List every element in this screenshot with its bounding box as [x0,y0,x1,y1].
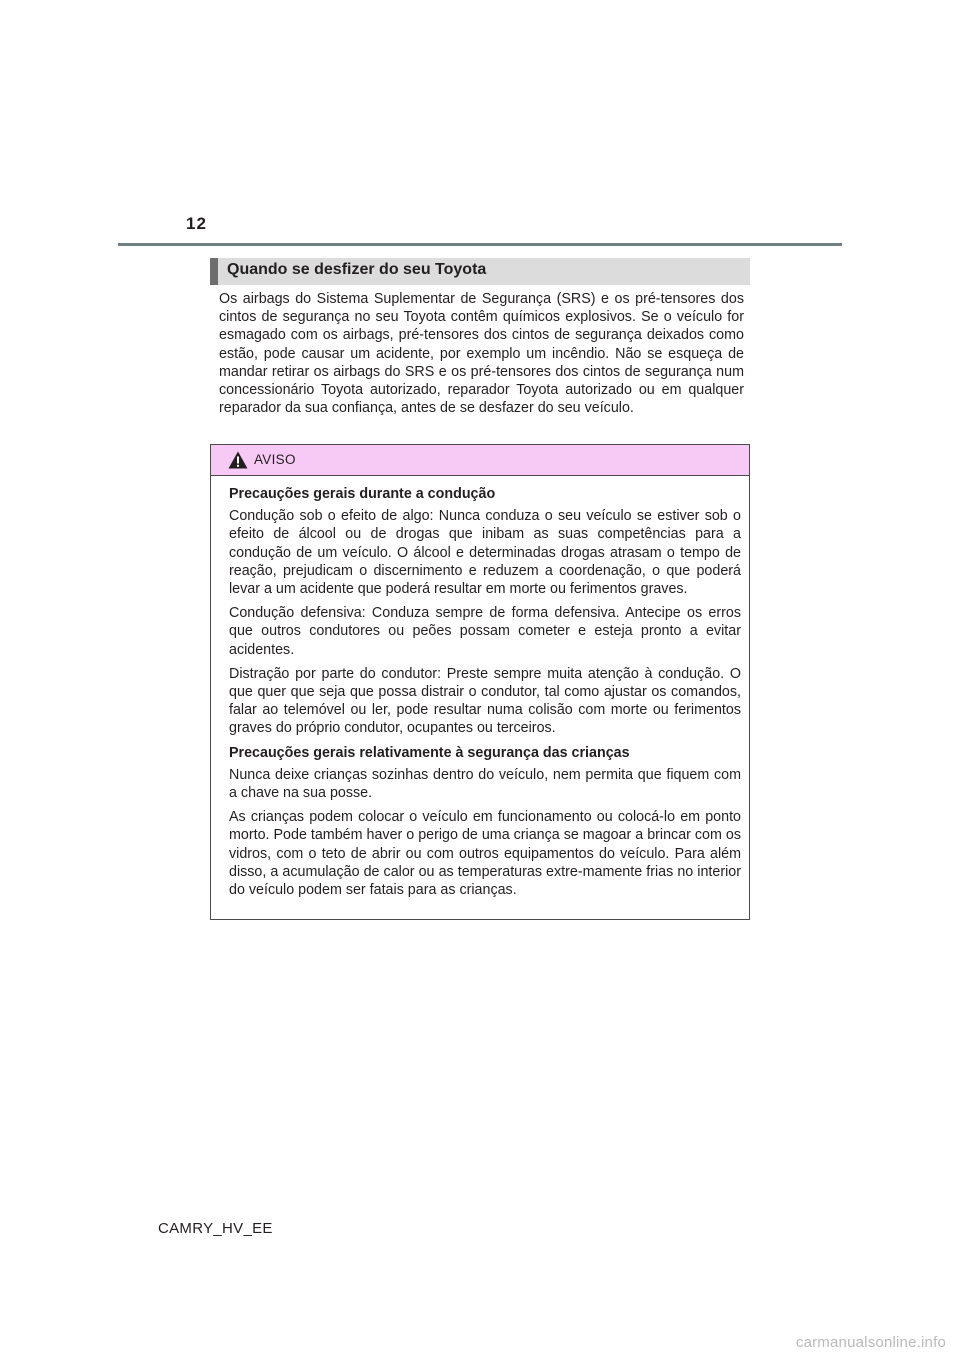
watermark: carmanualsonline.info [795,1334,946,1351]
section-heading [210,258,750,285]
warning-paragraph: As crianças podem colocar o veículo em funcionamento ou colocá-lo em ponto morto. Pode também haver o perigo de uma criança se magoar a brincar com os vidros, com o teto de abrir ou com outros equipamentos do veículo. Para além disso, a acumulação de calor ou as temperaturas extre-mamente frias no interior do veículo podem ser fatais para as crianças. [229,809,741,899]
warning-paragraph: Condução defensiva: Conduza sempre de forma defensiva. Antecipe os erros que outros condutores ou peões possam cometer e esteja pronto a evitar acidentes. [229,605,741,658]
warning-paragraph: Nunca deixe crianças sozinhas dentro do veículo, nem permita que fiquem com a chave na sua posse. [229,766,741,802]
warning-header [211,445,749,476]
warning-box [210,444,750,920]
warning-title: AVISO [254,452,296,467]
warning-paragraph: Condução sob o efeito de algo: Nunca conduza o seu veículo se estiver sob o efeito de álcool ou de drogas que inibam as suas competências para a condução de um veículo. O álcool e determinadas drogas atrasam o tempo de reação, prejudicam o discernimento e reduzem a coordenação, o que poderá levar a um acidente que poderá resultar em morte ou ferimentos graves. [229,508,741,598]
warning-paragraph: Precauções gerais durante a condução [229,486,496,502]
intro-paragraph: Os airbags do Sistema Suplementar de Segurança (SRS) e os pré-tensores dos cintos de segurança no seu Toyota contêm químicos explosivos. Se o veículo for esmagado com os airbags, pré-tensores dos cintos de segurança deixados como estão, pode causar um acidente, por exemplo um incêndio. Não se esqueça de mandar retirar os airbags do SRS e os pré-tensores dos cintos de segurança num concessionário Toyota autorizado, reparador Toyota autorizado ou em qualquer reparador da sua confiança, antes de se desfazer do seu veículo. [219,291,744,417]
section-heading-text: Quando se desfizer do seu Toyota [227,261,487,278]
page-number: 12 [186,214,207,233]
warning-body [229,485,741,905]
warning-paragraph: Distração por parte do condutor: Preste sempre muita atenção à condução. O que quer que seja que possa distrair o condutor, tal como ajustar os comandos, falar ao telemóvel ou ler, pode resultar numa colisão com morte ou ferimentos graves do próprio condutor, ocupantes ou terceiros. [229,665,741,737]
header-rule [118,243,842,246]
warning-triangle-icon [228,451,248,469]
warning-paragraph: Precauções gerais relativamente à segurança das crianças [229,744,630,761]
footer-code: CAMRY_HV_EE [158,1220,273,1237]
